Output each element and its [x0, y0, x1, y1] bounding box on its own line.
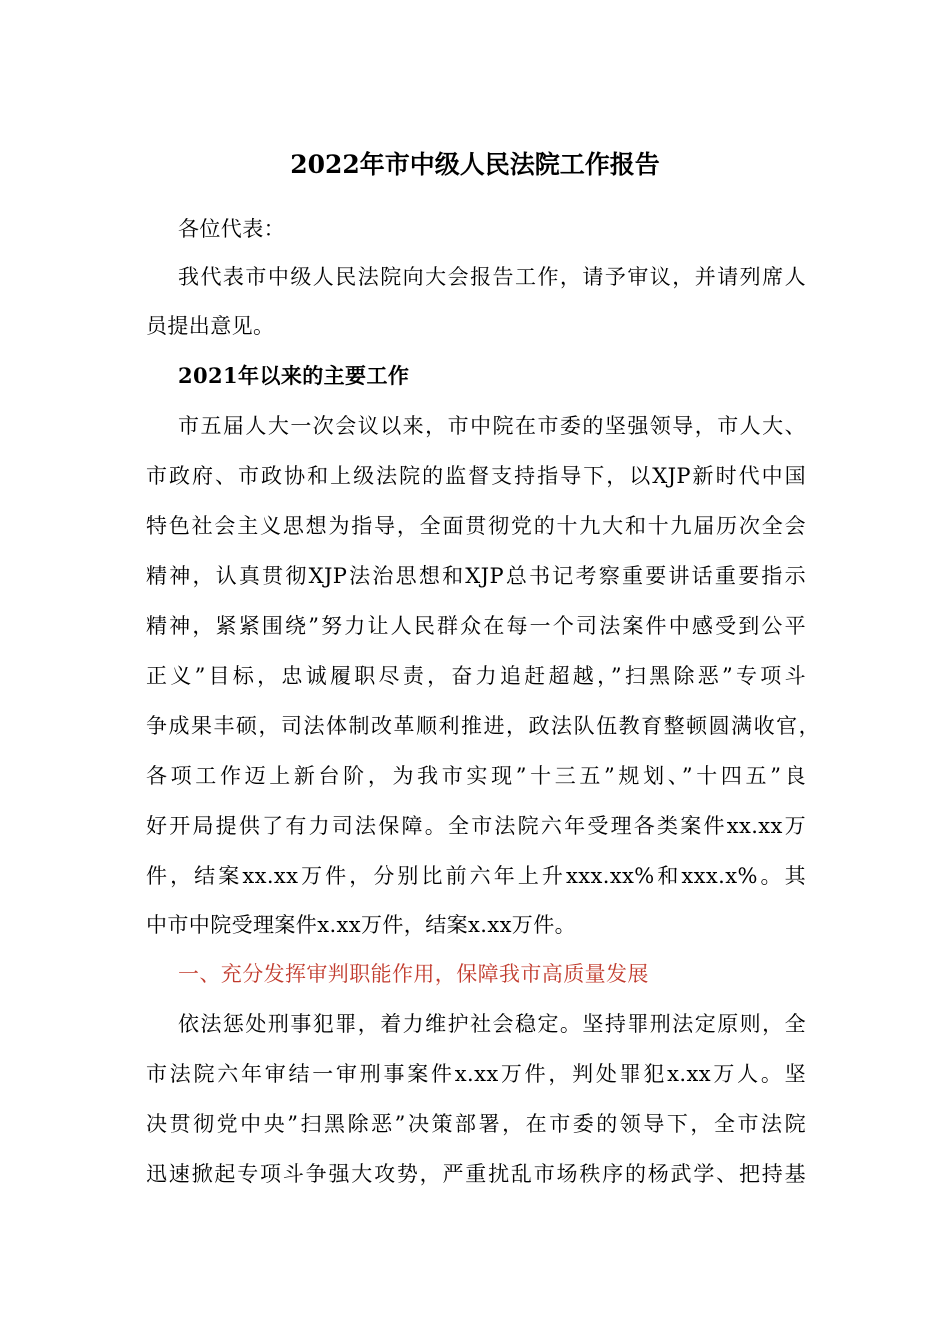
- paragraph-line: 特色社会主义思想为指导，全面贯彻党的十九大和十九届历次全会: [146, 514, 806, 538]
- paragraph-line: 件，结案xx.xx万件，分别比前六年上升xxx.xx%和xxx.x%。其: [146, 864, 806, 888]
- paragraph-line: 市政府、市政协和上级法院的监督支持指导下，以XJP新时代中国: [146, 464, 806, 488]
- paragraph-line: 精神，紧紧围绕”努力让人民群众在每一个司法案件中感受到公平: [146, 614, 806, 638]
- paragraph-line: 精神，认真贯彻XJP法治思想和XJP总书记考察重要讲话重要指示: [146, 564, 806, 588]
- paragraph-line: 中市中院受理案件x.xx万件，结案x.xx万件。: [146, 913, 577, 937]
- paragraph-line: 依法惩处刑事犯罪，着力维护社会稳定。坚持罪刑法定原则，全: [178, 1012, 806, 1036]
- paragraph-line: 员提出意见。: [146, 314, 275, 338]
- paragraph-line: 争成果丰硕，司法体制改革顺利推进，政法队伍教育整顿圆满收官，: [146, 714, 820, 738]
- paragraph-line: 市法院六年审结一审刑事案件x.xx万件，判处罪犯x.xx万人。坚: [146, 1062, 806, 1086]
- paragraph-line: 各项工作迈上新台阶，为我市实现”十三五”规划、”十四五”良: [146, 764, 806, 788]
- paragraph-line: 决贯彻党中央”扫黑除恶”决策部署，在市委的领导下，全市法院: [146, 1112, 806, 1136]
- section-heading-red: 一、充分发挥审判职能作用，保障我市高质量发展: [178, 962, 649, 986]
- salutation: 各位代表：: [178, 217, 285, 241]
- document-title: 2022年市中级人民法院工作报告: [290, 150, 660, 179]
- paragraph-line: 好开局提供了有力司法保障。全市法院六年受理各类案件xx.xx万: [146, 814, 806, 838]
- paragraph-line: 市五届人大一次会议以来，市中院在市委的坚强领导，市人大、: [178, 414, 806, 438]
- paragraph-line: 正义”目标，忠诚履职尽责，奋力追赶超越，”扫黑除恶”专项斗: [146, 664, 806, 688]
- section-heading: 2021年以来的主要工作: [178, 363, 410, 388]
- paragraph-line: 我代表市中级人民法院向大会报告工作，请予审议，并请列席人: [178, 265, 806, 289]
- paragraph-line: 迅速掀起专项斗争强大攻势，严重扰乱市场秩序的杨武学、把持基: [146, 1162, 806, 1186]
